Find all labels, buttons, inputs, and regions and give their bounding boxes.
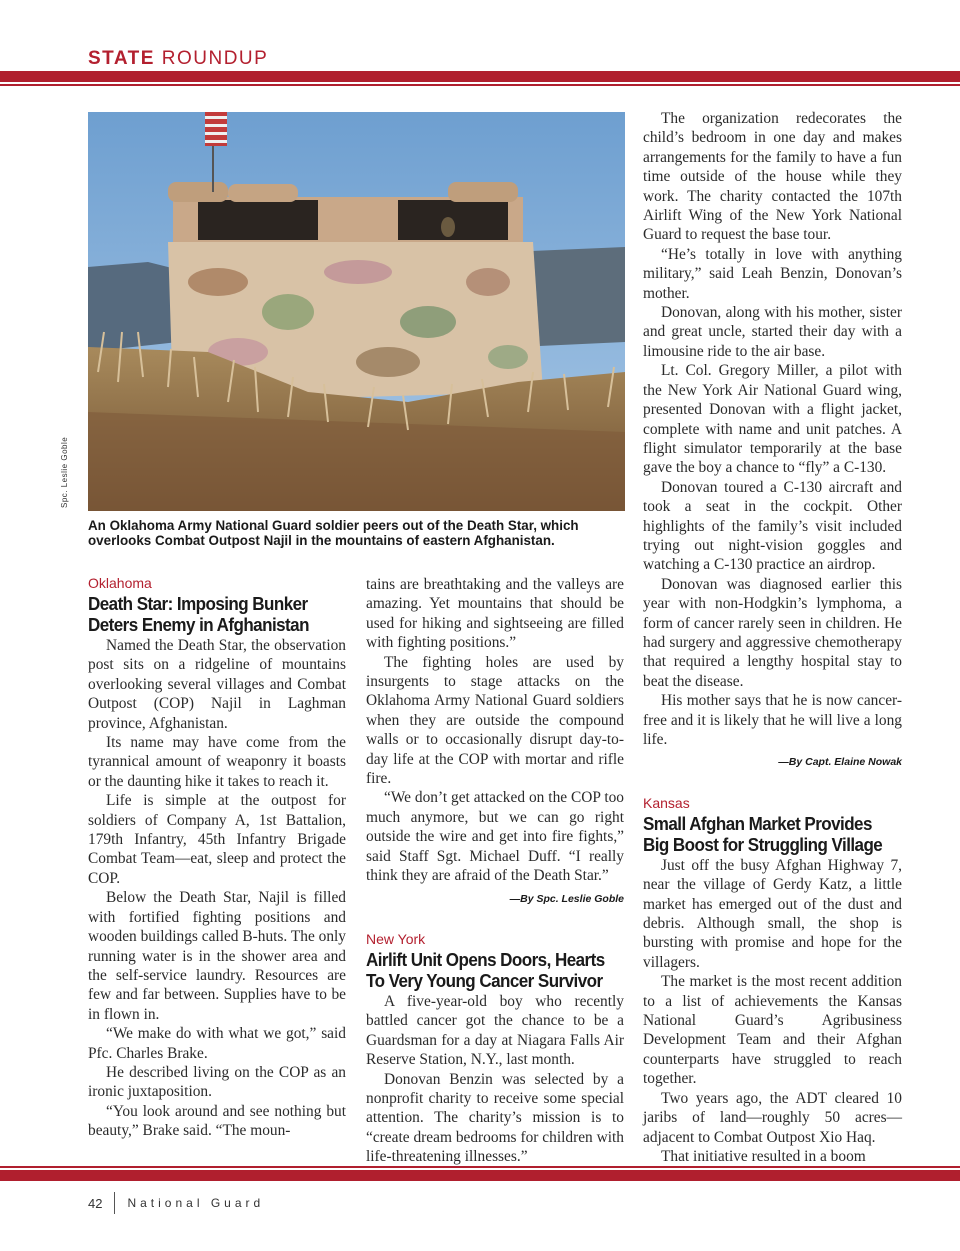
paragraph: tains are breathtaking and the valleys are amazing. Yet mountains that should be used for hiking and sightseeing are filled with fighting positions.” <box>366 576 624 652</box>
paragraph: “You look around and see nothing but beauty,” Brake said. “The moun- <box>88 1102 346 1140</box>
state-label-oklahoma: Oklahoma <box>88 575 152 591</box>
byline-new-york: —By Capt. Elaine Nowak <box>778 756 902 769</box>
paragraph: Just off the busy Afghan Highway 7, near the village of Gerdy Katz, a little market has emerged out of the dust and debris. Although small, the shop is bursting with promise and hope for the villagers. <box>643 856 902 971</box>
page-number: 42 <box>88 1195 103 1211</box>
paragraph: Life is simple at the outpost for soldiers of Company A, 1st Battalion, 179th Infantry, 45th Infantry Brigade Combat Team—eat, sleep and protect the COP. <box>88 792 346 887</box>
byline-oklahoma: —By Spc. Leslie Goble <box>509 892 624 905</box>
state-label-new-york: New York <box>366 930 426 947</box>
column-2 <box>366 575 624 1167</box>
paragraph: The fighting holes are used by insurgents to stage attacks on the Oklahoma Army National Guard soldiers when they are outside the compound walls or to occasionally disrupt day-to-day life at the COP with mortar and rifle fire. <box>366 653 624 788</box>
paragraph: His mother says that he is now cancer-free and it is likely that he will live a long life. <box>643 692 902 748</box>
paragraph: Two years ago, the ADT cleared 10 jaribs of land—roughly 50 acres—adjacent to Combat Outpost Xio Haq. <box>643 1089 902 1146</box>
column-1 <box>88 575 346 1141</box>
paragraph: “We don’t get attacked on the COP too much anymore, but we can go right outside the wire and get into fire fights,” said Staff Sgt. Michael Duff. “I really think they are afraid of the Death Star.” <box>366 789 624 885</box>
top-rule-thin <box>0 84 960 86</box>
paragraph: Below the Death Star, Najil is filled with fortified fighting positions and wooden buildings called B-huts. The only running water is in the shower area and the self-service laundry. Resources are few and far between. Supplies have to be in flown in. <box>88 889 346 1023</box>
column-3 <box>643 109 902 1166</box>
paragraph: “We make do with what we got,” said Pfc. Charles Brake. <box>88 1025 346 1062</box>
paragraph: Donovan was diagnosed earlier this year with non-Hodgkin’s lymphoma, a form of cancer rarely seen in children. He had surgery and aggressive chemotherapy that required a lengthy hospital stay to beat the disease. <box>643 575 902 690</box>
state-label-kansas: Kansas <box>643 794 690 811</box>
paragraph: Donovan toured a C-130 aircraft and took a seat in the cockpit. Other highlights of the family’s visit included trying out night-vision goggles and watching a C-130 practice an airdrop. <box>643 478 902 574</box>
paragraph: Donovan, along with his mother, sister and great uncle, started their day with a limousine ride to the air base. <box>643 304 902 360</box>
paragraph: “He’s totally in love with anything military,” said Leah Benzin, Donovan’s mother. <box>643 245 902 302</box>
footer-divider <box>114 1192 115 1214</box>
paragraph: Named the Death Star, the observation post sits on a ridgeline of mountains overlooking several villages and Combat Outpost (COP) Najil in Laghman province, Afghanistan. <box>88 637 346 732</box>
bunker-photo <box>88 112 625 511</box>
section-heading-bold: STATE <box>88 48 155 69</box>
paragraph: Donovan Benzin was selected by a nonprofit charity to receive some special attention. The charity’s mission is to “create dream bedrooms for children with life-threatening illnesses.” <box>366 1070 624 1166</box>
page-footer <box>88 1192 264 1214</box>
paragraph: Lt. Col. Gregory Miller, a pilot with the New York Air National Guard wing, presented Donovan with a flight jacket, complete with name and unit patches. A flight simulator temporarily at the base gave the boy a chance to “fly” a C-130. <box>643 362 902 477</box>
paragraph: He described living on the COP as an ironic juxtaposition. <box>88 1063 346 1101</box>
top-rule <box>0 71 960 82</box>
paragraph: The organization redecorates the child’s bedroom in one day and makes arrangements for the family to have a fun time outside of the house while they work. The charity contacted the 107th Airlift Wing of the New York National Guard to request the base tour. <box>643 110 902 244</box>
headline-kansas-line-1: Small Afghan Market Provides <box>643 812 872 834</box>
headline-new-york-line-1: Airlift Unit Opens Doors, Hearts <box>366 948 605 970</box>
photo-caption: An Oklahoma Army National Guard soldier peers out of the Death Star, which overlooks Combat Outpost Najil in the mountains of eastern Afghanistan. <box>88 518 579 548</box>
headline-kansas-line-2: Big Boost for Struggling Village <box>643 833 883 855</box>
paragraph: A five-year-old boy who recently battled cancer got the chance to be a Guardsman for a day at Niagara Falls Air Reserve Station, N.Y., last month. <box>366 992 624 1069</box>
section-heading <box>88 48 268 70</box>
publication-name: National Guard <box>127 1196 265 1210</box>
bottom-rule <box>0 1170 960 1181</box>
paragraph: Its name may have come from the tyrannical amount of weaponry it boasts or the daunting hike it takes to reach it. <box>88 734 346 790</box>
headline-oklahoma-line-1: Death Star: Imposing Bunker <box>88 593 308 614</box>
headline-new-york-line-2: To Very Young Cancer Survivor <box>366 969 603 991</box>
paragraph: That initiative resulted in a boom <box>661 1147 866 1165</box>
headline-oklahoma-line-2: Deters Enemy in Afghanistan <box>88 614 309 635</box>
paragraph: The market is the most recent addition to a list of achievements the Kansas National Guard’s Agribusiness Development Team and their Afghan counterparts have struggled to reach together. <box>643 973 902 1088</box>
section-heading-rest: ROUNDUP <box>161 48 269 69</box>
photo-credit: Spc. Leslie Goble <box>60 436 69 508</box>
bottom-rule-thin <box>0 1166 960 1168</box>
